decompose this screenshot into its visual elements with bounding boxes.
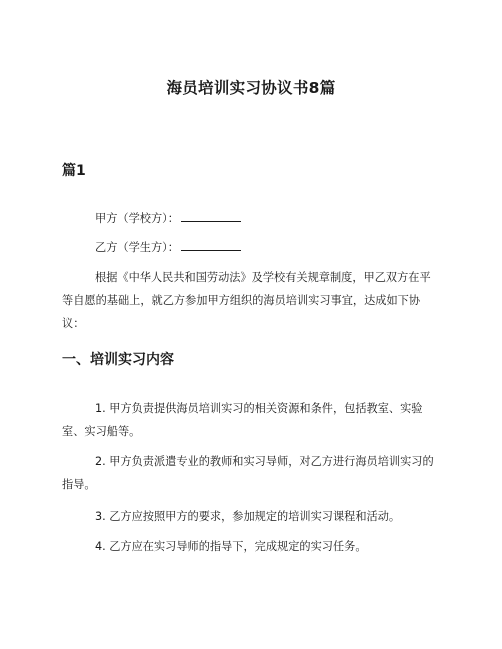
document-title: 海员培训实习协议书8篇 (166, 79, 336, 97)
party-b-label: 乙方（学生方）： (95, 241, 179, 254)
clause-2: 2. 甲方负责派遣专业的教师和实习导师，对乙方进行海员培训实习的指导。 (62, 455, 434, 491)
party-b-line (95, 236, 241, 259)
clause-1: 1. 甲方负责提供海员培训实习的相关资源和条件，包括教室、实验室、实习船等。 (62, 402, 423, 438)
party-a-blank (181, 211, 241, 222)
party-b-blank (181, 240, 241, 251)
clause-3: 3. 乙方应按照甲方的要求，参加规定的培训实习课程和活动。 (95, 510, 401, 523)
party-a-line (95, 207, 241, 230)
intro-paragraph: 根据《中华人民共和国劳动法》及学校有关规章制度，甲乙双方在平等自愿的基础上，就乙方参加甲方组织的海员培训实习事宜，达成如下协议： (62, 271, 431, 330)
party-a-label: 甲方（学校方）： (95, 212, 179, 225)
clause-4: 4. 乙方应在实习导师的指导下，完成规定的实习任务。 (95, 540, 367, 553)
section-heading-content: 一、培训实习内容 (62, 352, 174, 368)
part-heading: 篇1 (62, 163, 86, 179)
